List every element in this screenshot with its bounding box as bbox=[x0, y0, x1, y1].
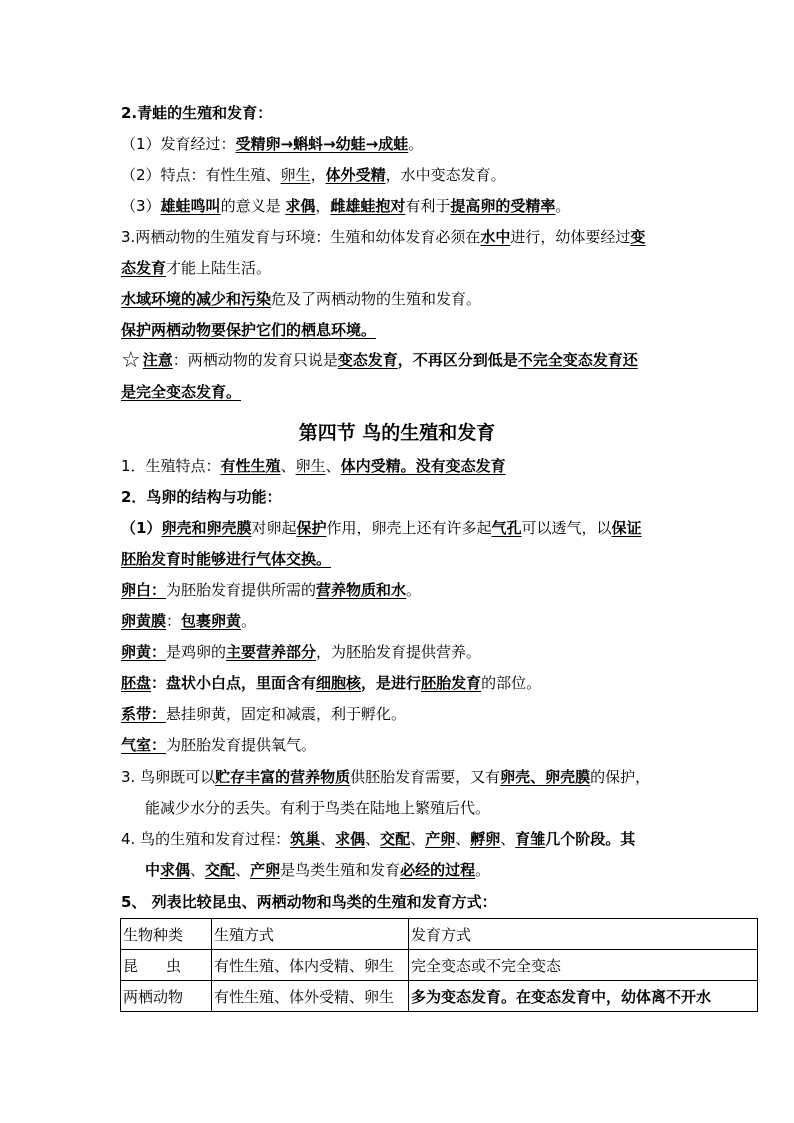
bird-point-1: 1．生殖特点：有性生殖、卵生、体内受精。没有变态发育 bbox=[121, 457, 506, 475]
bird-line-chalaza: 系带：悬挂卵黄，固定和减震，利于孵化。 bbox=[121, 705, 407, 723]
bird-point-4-cont: 中求偶、交配、产卵是鸟类生殖和发育必经的过程。 bbox=[145, 861, 491, 879]
bird-point-5: 5、 列表比较昆虫、两栖动物和鸟类的生殖和发育方式： bbox=[121, 893, 497, 911]
table-header-row bbox=[121, 919, 758, 950]
comparison-table bbox=[120, 918, 758, 1012]
table-cell: 完全变态或不完全变态 bbox=[409, 950, 758, 981]
table-header-cell: 生殖方式 bbox=[212, 919, 409, 950]
frog-title: 2.青蛙的生殖和发育： bbox=[121, 104, 273, 122]
bird-line-yolk-membrane: 卵黄膜：包裹卵黄。 bbox=[121, 612, 257, 630]
bird-point-3-cont: 能减少水分的丢失。有利于鸟类在陆地上繁殖后代。 bbox=[145, 799, 491, 817]
frog-line-6: 水域环境的减少和污染危及了两栖动物的生殖和发育。 bbox=[121, 290, 482, 308]
table-header-cell: 发育方式 bbox=[409, 919, 758, 950]
table-cell: 有性生殖、体外受精、卵生 bbox=[212, 981, 409, 1012]
note-line-1: ☆ 注意：两栖动物的发育只说是变态发育，不再区分到低是不完全变态发育还 bbox=[121, 348, 638, 373]
bird-point-4: 4. 鸟的生殖和发育过程：筑巢、求偶、交配、产卵、孵卵、育雏几个阶段。其 bbox=[121, 830, 636, 848]
table-row bbox=[121, 950, 758, 981]
frog-line-3: （3）雄蛙鸣叫的意义是 求偶，雌雄蛙抱对有利于提高卵的受精率。 bbox=[121, 197, 571, 215]
section-title: 第四节 鸟的生殖和发育 bbox=[298, 422, 496, 444]
bird-line-air-cell: 气室：为胚胎发育提供氧气。 bbox=[121, 736, 317, 754]
table-cell: 两栖动物 bbox=[121, 981, 212, 1012]
table-cell: 昆虫 bbox=[121, 950, 212, 981]
table-row bbox=[121, 981, 758, 1012]
star-icon: ☆ bbox=[121, 348, 141, 373]
frog-line-4: 3.两栖动物的生殖发育与环境：生殖和幼体发育必须在水中进行，幼体要经过变 bbox=[121, 228, 646, 246]
frog-line-2: （2）特点：有性生殖、卵生，体外受精，水中变态发育。 bbox=[121, 166, 506, 184]
bird-line-4: 胚胎发育时能够进行气体交换。 bbox=[121, 550, 332, 568]
note-line-2: 是完全变态发育。 bbox=[121, 383, 242, 401]
frog-line-7: 保护两栖动物要保护它们的栖息环境。 bbox=[121, 321, 377, 339]
frog-line-5: 态发育才能上陆生活。 bbox=[121, 259, 272, 277]
bird-point-2: 2．鸟卵的结构与功能： bbox=[121, 488, 282, 506]
bird-line-egg-white: 卵白：为胚胎发育提供所需的营养物质和水。 bbox=[121, 581, 422, 599]
bird-point-3: 3. 鸟卵既可以贮存丰富的营养物质供胚胎发育需要，又有卵壳、卵壳膜的保护， bbox=[121, 768, 651, 786]
bird-line-yolk: 卵黄：是鸡卵的主要营养部分，为胚胎发育提供营养。 bbox=[121, 643, 482, 661]
table-cell: 多为变态发育。在变态发育中，幼体离不开水 bbox=[409, 981, 758, 1012]
table-cell: 有性生殖、体内受精、卵生 bbox=[212, 950, 409, 981]
bird-line-3: （1）卵壳和卵壳膜对卵起保护作用，卵壳上还有许多起气孔可以透气，以保证 bbox=[121, 519, 642, 537]
table-header-cell: 生物种类 bbox=[121, 919, 212, 950]
frog-line-1: （1）发育经过：受精卵→蝌蚪→幼蛙→成蛙。 bbox=[121, 135, 424, 153]
bird-line-germinal-disc: 胚盘：盘状小白点，里面含有细胞核，是进行胚胎发育的部位。 bbox=[121, 674, 542, 692]
